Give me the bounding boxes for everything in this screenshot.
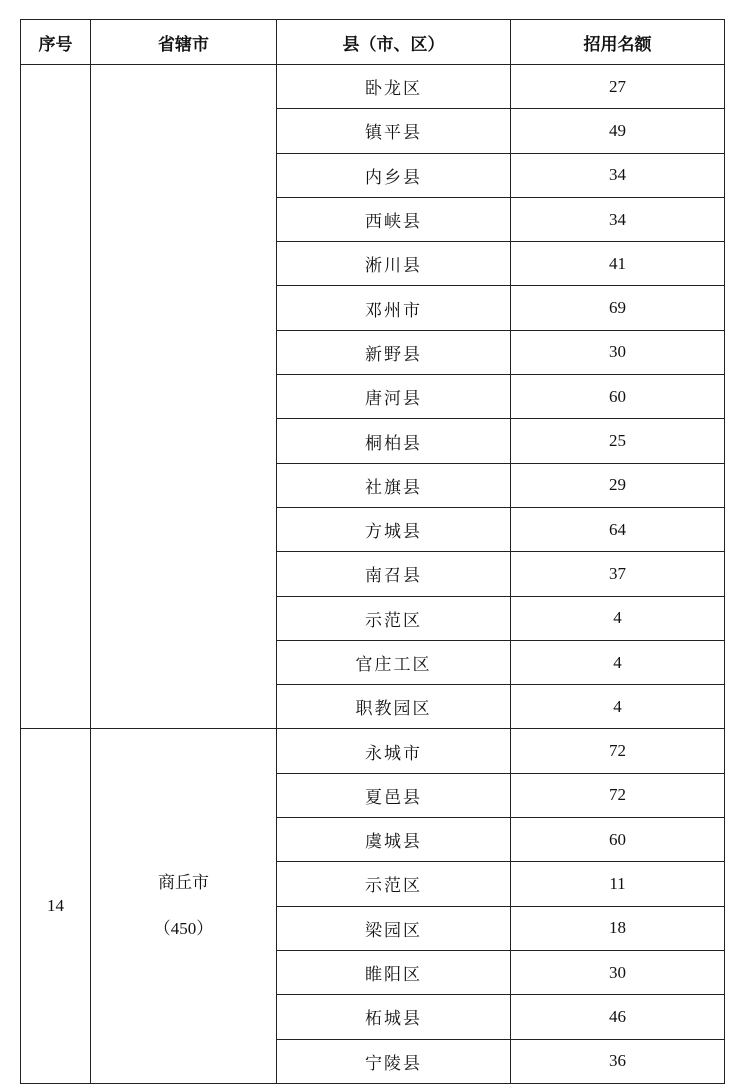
- quota-cell: 4: [511, 685, 725, 729]
- header-city: 省辖市: [91, 20, 277, 65]
- header-quota: 招用名额: [511, 20, 725, 65]
- quota-cell: 25: [511, 419, 725, 463]
- city-name: 商丘市: [158, 873, 209, 894]
- quota-cell: 36: [511, 1039, 725, 1083]
- quota-cell: 11: [511, 862, 725, 906]
- seq-cell: 14: [21, 729, 91, 1083]
- quota-cell: 60: [511, 818, 725, 862]
- county-cell: 淅川县: [277, 242, 511, 286]
- quota-cell: 27: [511, 65, 725, 109]
- county-cell: 梁园区: [277, 906, 511, 950]
- header-seq: 序号: [21, 20, 91, 65]
- county-cell: 柘城县: [277, 995, 511, 1039]
- table-row: [21, 729, 725, 773]
- county-cell: 邓州市: [277, 286, 511, 330]
- quota-cell: 34: [511, 153, 725, 197]
- quota-cell: 29: [511, 463, 725, 507]
- header-county: 县（市、区）: [277, 20, 511, 65]
- county-cell: 镇平县: [277, 109, 511, 153]
- quota-cell: 60: [511, 375, 725, 419]
- county-cell: 宁陵县: [277, 1039, 511, 1083]
- city-cell: [91, 729, 277, 1083]
- quota-cell: 30: [511, 950, 725, 994]
- quota-cell: 41: [511, 242, 725, 286]
- county-cell: 官庄工区: [277, 640, 511, 684]
- county-cell: 卧龙区: [277, 65, 511, 109]
- quota-cell: 72: [511, 773, 725, 817]
- quota-cell: 64: [511, 507, 725, 551]
- county-cell: 永城市: [277, 729, 511, 773]
- quota-cell: 18: [511, 906, 725, 950]
- seq-cell: [21, 65, 91, 729]
- county-cell: 虞城县: [277, 818, 511, 862]
- quota-cell: 46: [511, 995, 725, 1039]
- county-cell: 南召县: [277, 552, 511, 596]
- county-cell: 唐河县: [277, 375, 511, 419]
- city-total-quota: （450）: [153, 919, 214, 939]
- county-cell: 新野县: [277, 330, 511, 374]
- city-cell: [91, 65, 277, 729]
- quota-table: [20, 19, 725, 1084]
- quota-cell: 37: [511, 552, 725, 596]
- quota-cell: 4: [511, 640, 725, 684]
- county-cell: 内乡县: [277, 153, 511, 197]
- quota-cell: 34: [511, 197, 725, 241]
- quota-cell: 4: [511, 596, 725, 640]
- county-cell: 示范区: [277, 862, 511, 906]
- county-cell: 夏邑县: [277, 773, 511, 817]
- county-cell: 示范区: [277, 596, 511, 640]
- county-cell: 社旗县: [277, 463, 511, 507]
- quota-cell: 72: [511, 729, 725, 773]
- county-cell: 西峡县: [277, 197, 511, 241]
- header-row: [21, 20, 725, 65]
- quota-cell: 30: [511, 330, 725, 374]
- table-body: [21, 65, 725, 1084]
- county-cell: 桐柏县: [277, 419, 511, 463]
- table-row: [21, 65, 725, 109]
- county-cell: 睢阳区: [277, 950, 511, 994]
- quota-cell: 49: [511, 109, 725, 153]
- county-cell: 职教园区: [277, 685, 511, 729]
- quota-cell: 69: [511, 286, 725, 330]
- county-cell: 方城县: [277, 507, 511, 551]
